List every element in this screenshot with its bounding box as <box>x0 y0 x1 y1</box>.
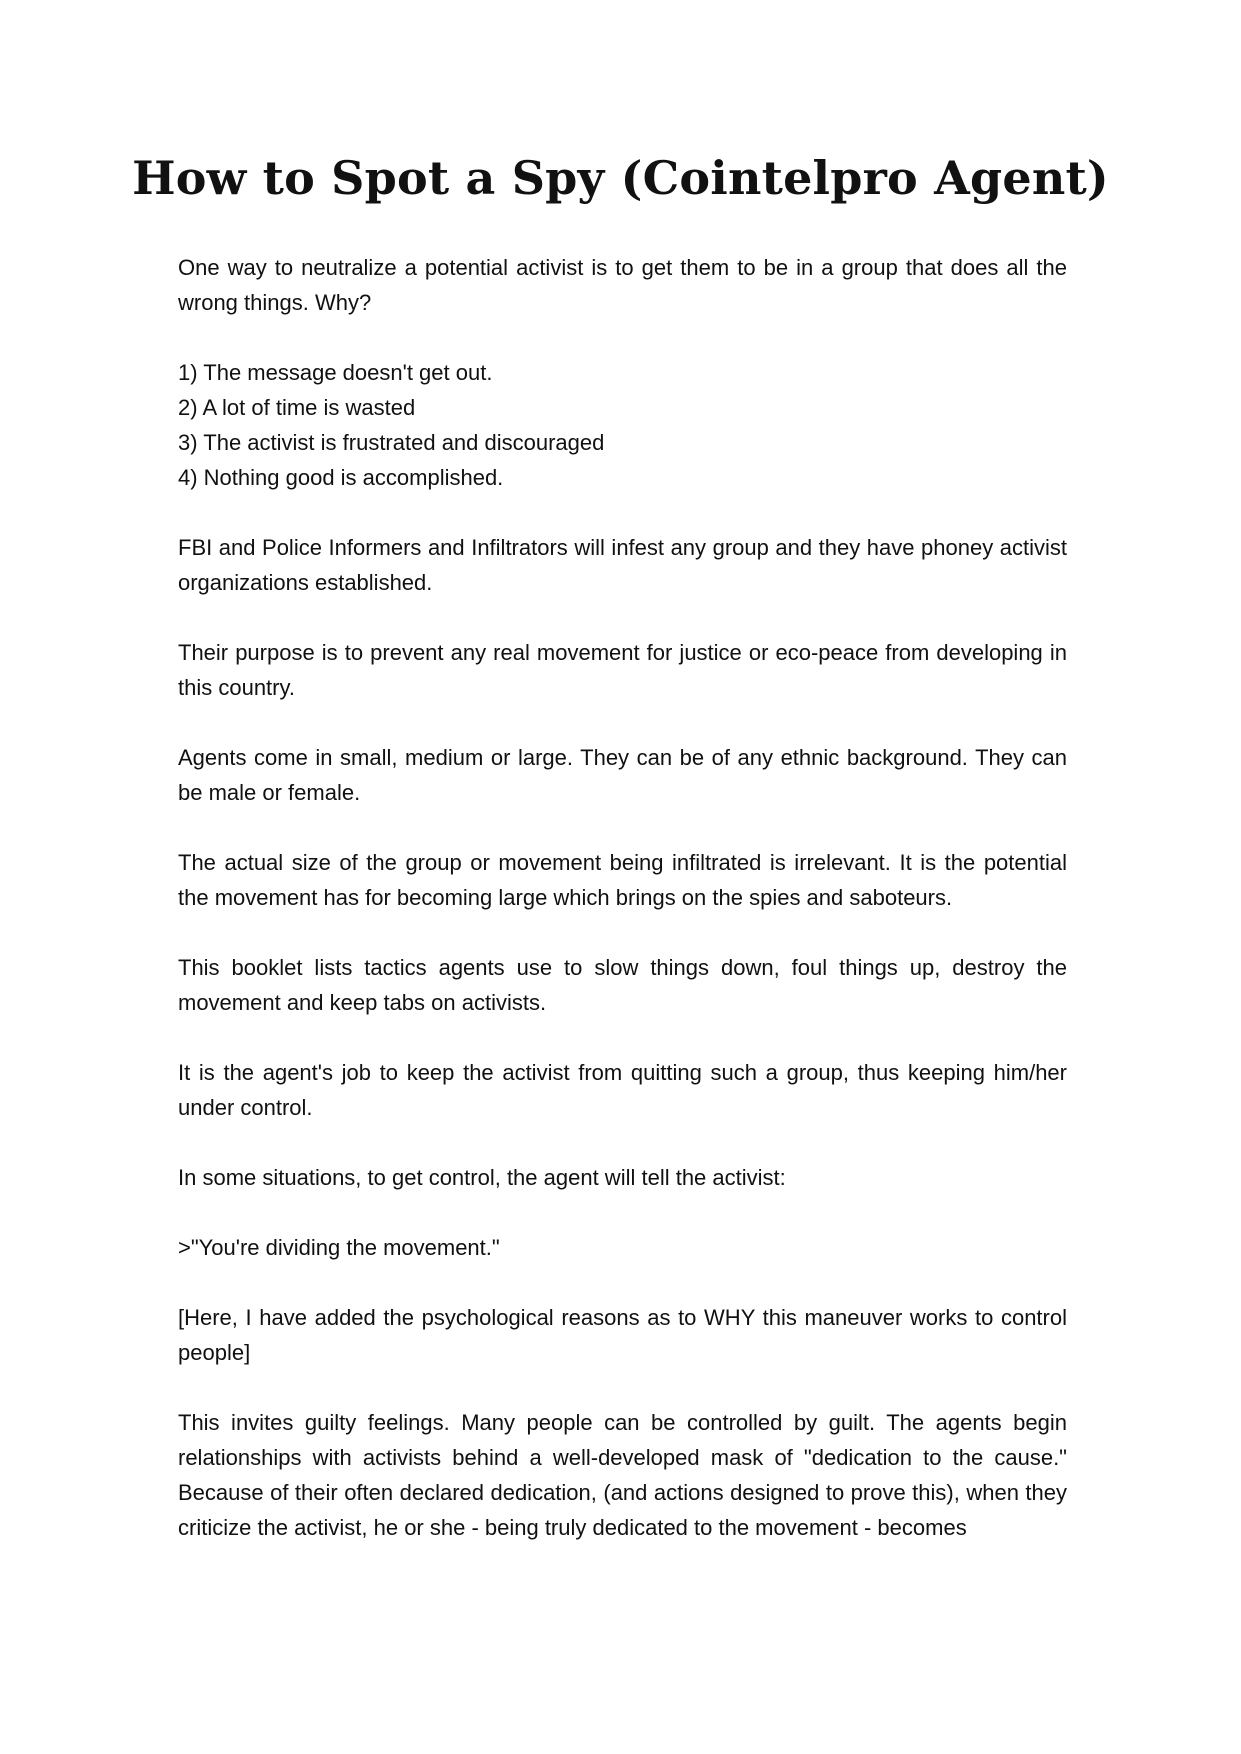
paragraph-control: It is the agent's job to keep the activist from quitting such a group, thus keeping him/her under control. <box>178 1060 1067 1120</box>
paragraph-agents: Agents come in small, medium or large. They can be of any ethnic background. They can be male or female. <box>178 745 1067 805</box>
paragraph-note: [Here, I have added the psychological reasons as to WHY this maneuver works to control people] <box>178 1305 1067 1365</box>
page-title: How to Spot a Spy (Cointelpro Agent) <box>132 151 1109 205</box>
paragraph-situations: In some situations, to get control, the agent will tell the activist: <box>178 1165 786 1190</box>
paragraph-guilt: This invites guilty feelings. Many people can be controlled by guilt. The agents begin relationships with activists behind a well-developed mask of "dedication to the cause." Because of their often declared dedication, (and actions designed to prove this), when they criticize the activist, he or she - being truly dedicated to the movement - becomes <box>178 1410 1067 1540</box>
paragraph-purpose: Their purpose is to prevent any real movement for justice or eco-peace from developing in this country. <box>178 640 1067 700</box>
list-item: 1) The message doesn't get out. <box>178 360 493 385</box>
paragraph-booklet: This booklet lists tactics agents use to slow things down, foul things up, destroy the movement and keep tabs on activists. <box>178 955 1067 1015</box>
quote-dividing: >"You're dividing the movement." <box>178 1235 500 1260</box>
paragraph-informers: FBI and Police Informers and Infiltrators will infest any group and they have phoney activist organizations established. <box>178 535 1067 595</box>
list-item: 4) Nothing good is accomplished. <box>178 465 504 490</box>
paragraph-size: The actual size of the group or movement being infiltrated is irrelevant. It is the potential the movement has for becoming large which brings on the spies and saboteurs. <box>178 850 1067 910</box>
reasons-list <box>178 355 1067 495</box>
document-body <box>178 250 1067 1580</box>
list-item: 2) A lot of time is wasted <box>178 395 416 420</box>
list-item: 3) The activist is frustrated and discouraged <box>178 430 605 455</box>
intro-paragraph: One way to neutralize a potential activist is to get them to be in a group that does all the wrong things. Why? <box>178 255 1067 315</box>
